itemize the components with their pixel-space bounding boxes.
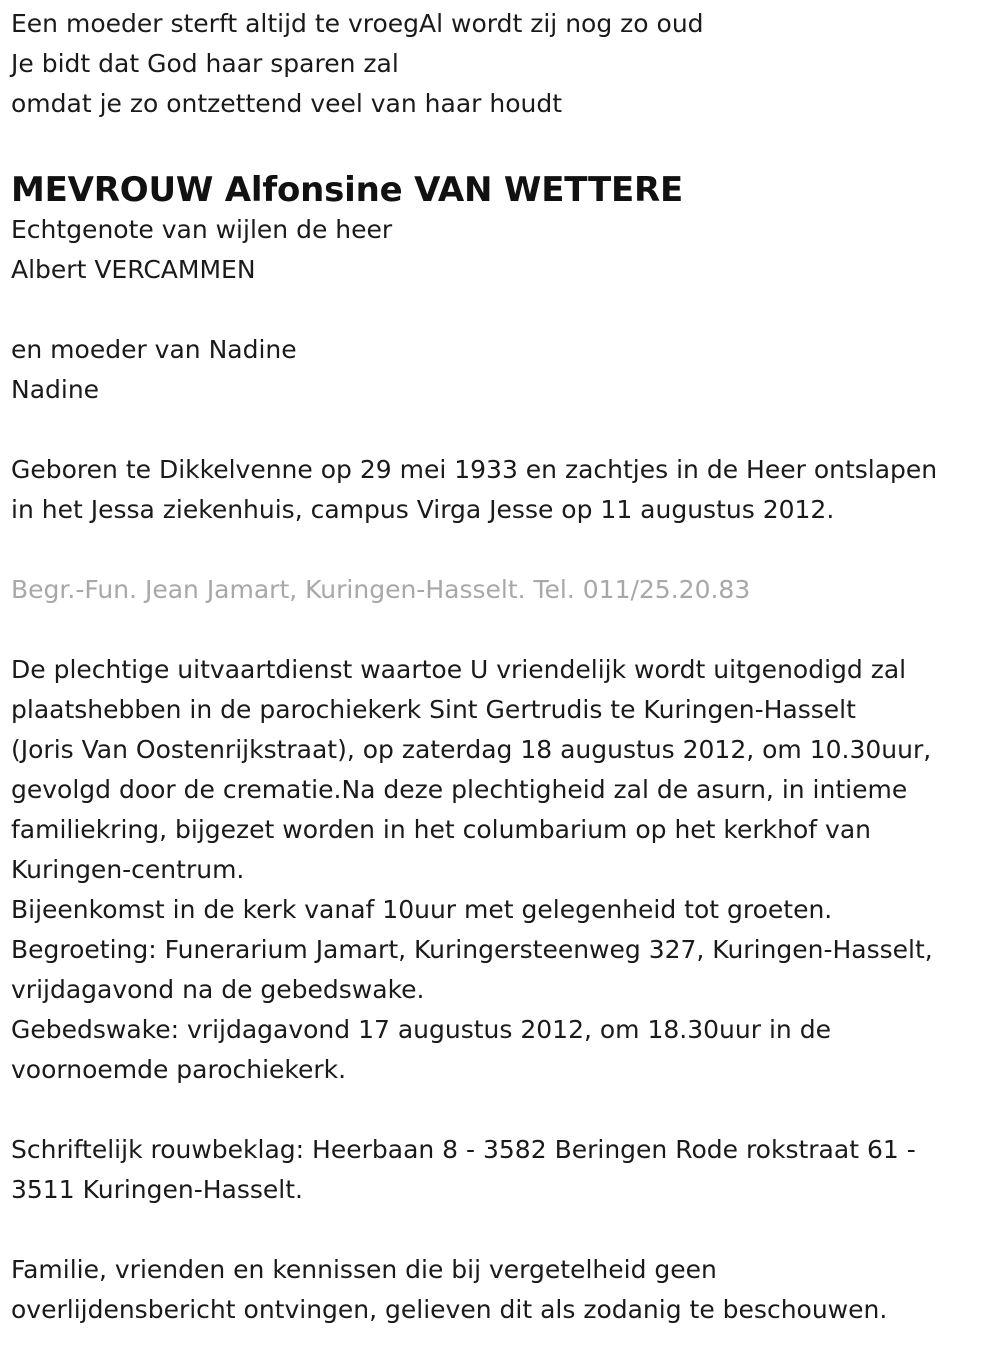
birth-death-line: Geboren te Dikkelvenne op 29 mei 1933 en zachtjes in de Heer ontslapen xyxy=(11,455,938,484)
spacer xyxy=(11,610,996,650)
obituary-notice xyxy=(11,0,996,1330)
service-details xyxy=(11,650,996,1090)
spacer xyxy=(11,1210,996,1250)
spacer xyxy=(11,410,996,450)
poem-line: Je bidt dat God haar sparen zal xyxy=(11,49,399,78)
closing-note xyxy=(11,1250,996,1330)
spacer xyxy=(11,530,996,570)
deceased-name: MEVROUW Alfonsine VAN WETTERE xyxy=(11,170,684,210)
funeral-home-contact: Begr.-Fun. Jean Jamart, Kuringen-Hasselt. Tel. 011/25.20.83 xyxy=(11,575,751,604)
closing-line: Familie, vrienden en kennissen die bij vergetelheid geen xyxy=(11,1255,717,1284)
spouse-line: Echtgenote van wijlen de heer xyxy=(11,215,393,244)
spouse-line: Albert VERCAMMEN xyxy=(11,255,256,284)
birth-death-line: in het Jessa ziekenhuis, campus Virga Jesse op 11 augustus 2012. xyxy=(11,495,835,524)
condolences-line: 3511 Kuringen-Hasselt. xyxy=(11,1175,303,1204)
service-line: vrijdagavond na de gebedswake. xyxy=(11,975,425,1004)
poem xyxy=(11,0,996,124)
spacer xyxy=(11,290,996,330)
condolences-line: Schriftelijk rouwbeklag: Heerbaan 8 - 3582 Beringen Rode rokstraat 61 - xyxy=(11,1135,916,1164)
poem-line: omdat je zo ontzettend veel van haar houdt xyxy=(11,89,563,118)
children-line: en moeder van Nadine xyxy=(11,335,297,364)
service-line: Kuringen-centrum. xyxy=(11,855,245,884)
spacer xyxy=(11,1090,996,1130)
closing-line: overlijdensbericht ontvingen, gelieven dit als zodanig te beschouwen. xyxy=(11,1295,888,1324)
service-line: (Joris Van Oostenrijkstraat), op zaterdag 18 augustus 2012, om 10.30uur, xyxy=(11,735,932,764)
service-line: gevolgd door de crematie.Na deze plechtigheid zal de asurn, in intieme xyxy=(11,775,908,804)
birth-death-info xyxy=(11,450,996,530)
service-line: Bijeenkomst in de kerk vanaf 10uur met gelegenheid tot groeten. xyxy=(11,895,833,924)
spouse-info xyxy=(11,210,996,290)
service-line: plaatshebben in de parochiekerk Sint Gertrudis te Kuringen-Hasselt xyxy=(11,695,856,724)
service-line: Gebedswake: vrijdagavond 17 augustus 2012, om 18.30uur in de xyxy=(11,1015,831,1044)
condolences-address xyxy=(11,1130,996,1210)
service-line: Begroeting: Funerarium Jamart, Kuringersteenweg 327, Kuringen-Hasselt, xyxy=(11,935,933,964)
children-info xyxy=(11,330,996,410)
service-line: familiekring, bijgezet worden in het columbarium op het kerkhof van xyxy=(11,815,871,844)
service-line: De plechtige uitvaartdienst waartoe U vriendelijk wordt uitgenodigd zal xyxy=(11,655,907,684)
children-line: Nadine xyxy=(11,375,100,404)
service-line: voornoemde parochiekerk. xyxy=(11,1055,347,1084)
poem-line: Een moeder sterft altijd te vroegAl wordt zij nog zo oud xyxy=(11,9,704,38)
